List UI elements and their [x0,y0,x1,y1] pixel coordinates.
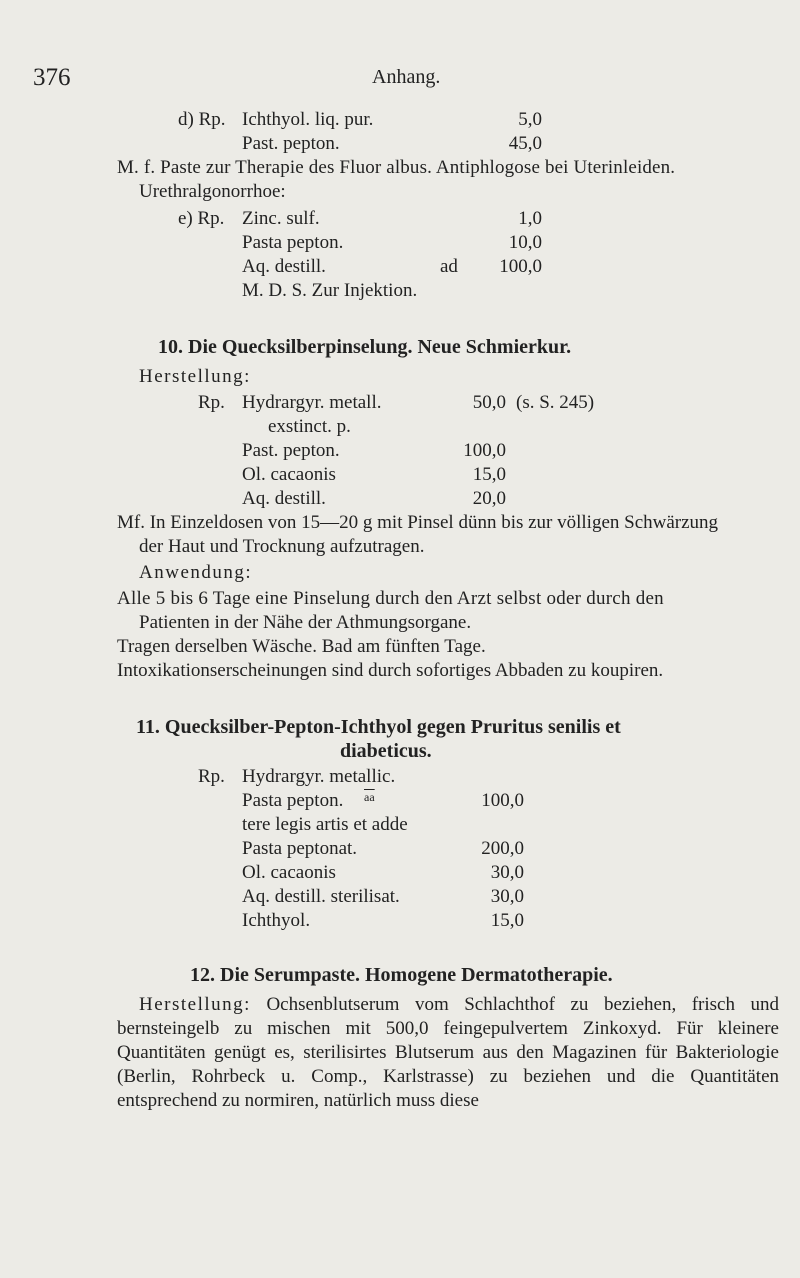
anwendung-line1: Alle 5 bis 6 Tage eine Pinselung durch den Arzt selbst oder durch den [117,588,664,609]
mf-instruction-line2: der Haut und Trocknung aufzutragen. [139,536,425,557]
ingredient-name: Aq. destill. [242,488,326,509]
ingredient-amount: 100,0 [463,440,506,461]
ingredient-name: Aq. destill. sterilisat. [242,886,400,907]
recipe-d-instruction: M. f. Paste zur Therapie des Fluor albus. Antiphlogose bei Uterinleiden. [117,157,676,178]
ingredient-name: Past. pepton. [242,440,340,461]
ingredient-amount: 30,0 [490,886,524,907]
section-12-text: Ochsenblutserum vom Schlachthof zu beziehen, frisch und bernsteingelb zu mischen mit 500,0 feingepulvertem Zinkoxyd. Für kleinere Quantitäten genügt es, sterilisirtes Blutserum aus den Magazinen für Bakteriologie (Berlin, Rohrbeck u. Comp., Karlstrasse) zu beziehen und die Quantitäten entsprechend zu normiren, natürlich muss diese [117,994,779,1111]
ingredient-name: Pasta pepton. [242,232,344,253]
ingredient-name: Aq. destill. [242,256,326,277]
running-title: Anhang. [372,66,441,88]
section-12-title: 12. Die Serumpaste. Homogene Dermatotherapie. [190,964,613,986]
ingredient-amount: 200,0 [481,838,524,859]
ingredient-name: Hydrargyr. metallic. [242,766,396,787]
ingredient-name: Pasta peptonat. [242,838,358,859]
anwendung-line2: Patienten in der Nähe der Athmungsorgane. [139,612,472,633]
ingredient-amount: 5,0 [518,109,542,130]
ingredient-name: exstinct. p. [268,416,351,437]
ingredient-name: Ichthyol. liq. pur. [242,109,374,130]
section-12-paragraph [117,993,779,1113]
ingredient-amount: 100,0 [481,790,524,811]
ingredient-amount: 50,0 [472,392,506,413]
anwendung-line4: Intoxikationserscheinungen sind durch sofortiges Abbaden zu koupiren. [117,660,664,681]
ingredient-name: Pasta pepton. [242,790,344,811]
section-10-title: 10. Die Quecksilberpinselung. Neue Schmierkur. [158,336,572,358]
herstellung-label: Herstellung: [139,366,251,387]
recipe-e-label: e) Rp. [178,208,225,229]
recipe-10-label: Rp. [198,392,225,413]
recipe-e-signature: M. D. S. Zur Injektion. [242,280,418,301]
ingredient-amount: 20,0 [472,488,506,509]
ingredient-amount: 10,0 [508,232,542,253]
ingredient-name: Zinc. sulf. [242,208,320,229]
ingredient-amount: 15,0 [490,910,524,931]
ingredient-amount: 100,0 [499,256,542,277]
ingredient-amount: 1,0 [518,208,542,229]
ingredient-name: tere legis artis et adde [242,814,408,835]
recipe-d-indication: Urethralgonorrhoe: [139,181,286,202]
ingredient-name: Past. pepton. [242,133,340,154]
ingredient-amount: 15,0 [472,464,506,485]
anwendung-label: Anwendung: [139,562,253,583]
ingredient-amount: 30,0 [490,862,524,883]
ingredient-amount: 45,0 [508,133,542,154]
anwendung-line3: Tragen derselben Wäsche. Bad am fünften Tage. [117,636,486,657]
page-reference: (s. S. 245) [516,392,595,413]
section-11-title: 11. Quecksilber-Pepton-Ichthyol gegen Pruritus senilis et [136,716,621,738]
recipe-11-label: Rp. [198,766,225,787]
ingredient-name: Ichthyol. [242,910,311,931]
herstellung-label: Herstellung: [139,994,251,1015]
mf-instruction-line1: Mf. In Einzeldosen von 15—20 g mit Pinsel dünn bis zur völligen Schwärzung [117,512,719,533]
ingredient-name: Hydrargyr. metall. [242,392,382,413]
page-number: 376 [33,64,71,91]
ad-marker: ad [440,256,458,277]
ingredient-name: Ol. cacaonis [242,862,336,883]
ingredient-name: Ol. cacaonis [242,464,336,485]
recipe-d-label: d) Rp. [178,109,226,130]
section-11-title-cont: diabeticus. [340,740,432,762]
ana-sign: $\overline{aa}$ [364,790,375,804]
